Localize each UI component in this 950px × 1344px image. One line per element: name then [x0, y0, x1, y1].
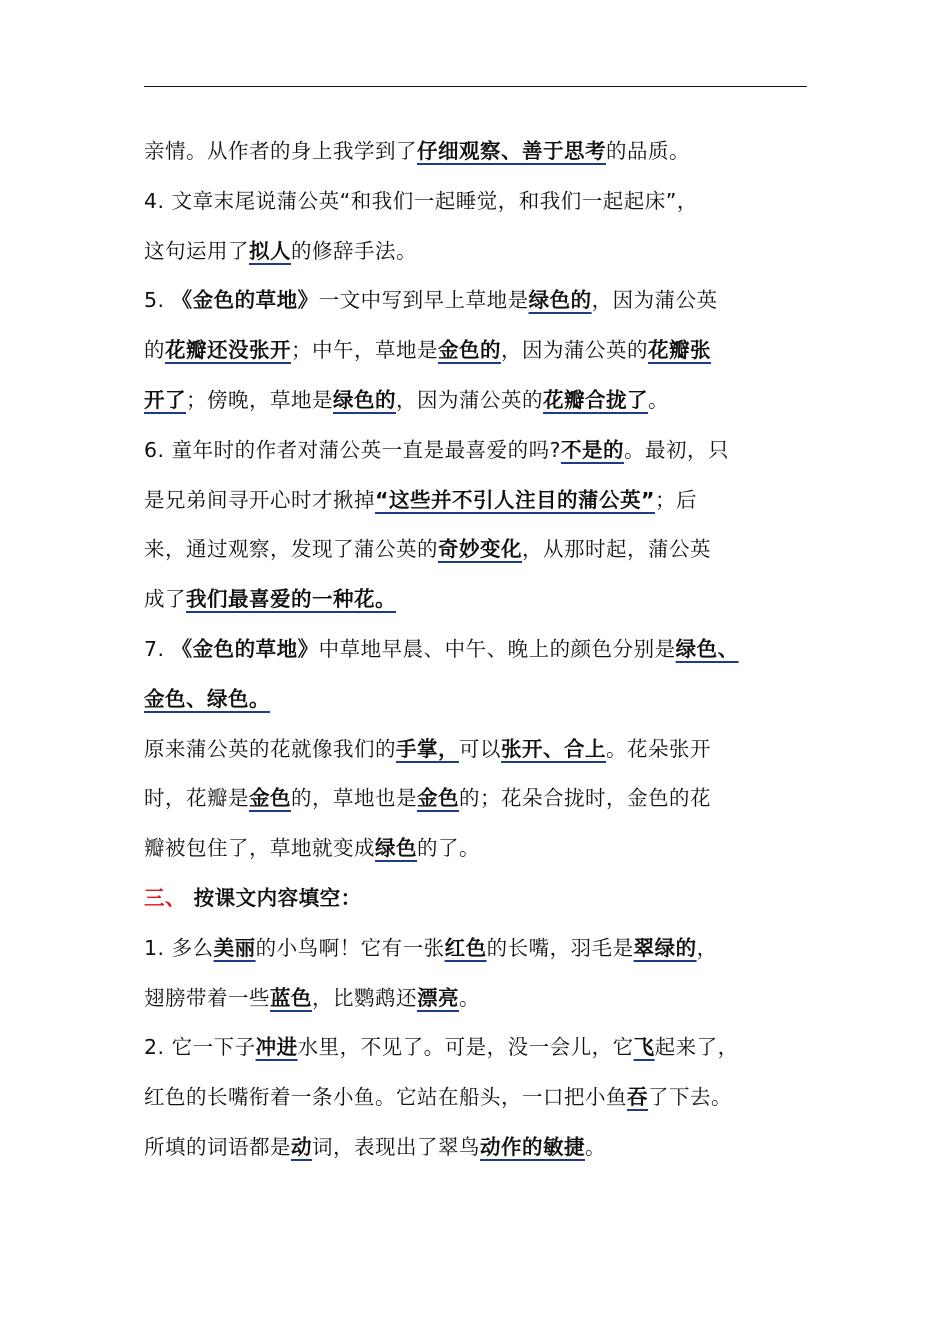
text-run: ，	[696, 935, 718, 960]
text-run: 这句运用了	[144, 238, 249, 263]
text-line	[144, 681, 270, 717]
answer-blank: 金色	[417, 786, 459, 811]
text-run: 亲情。从作者的身上我学到了	[144, 139, 417, 163]
text-run: 的修辞手法。	[291, 238, 417, 263]
answer-blank: 绿色的	[333, 388, 396, 412]
text-line	[144, 1079, 732, 1115]
text-run: 一文中写到早上草地是	[318, 288, 529, 313]
text-line	[144, 382, 669, 418]
text-line	[144, 482, 697, 518]
text-run: 的	[144, 338, 165, 363]
text-run: ，因为蒲公英的	[501, 338, 648, 363]
text-line	[144, 531, 711, 567]
text-run: 时，花瓣是	[144, 786, 249, 811]
answer-blank: 金色的	[438, 338, 501, 363]
text-line	[144, 282, 718, 318]
text-run: 7.	[144, 637, 172, 661]
answer-blank: 美丽	[213, 935, 256, 960]
text-line	[144, 332, 711, 368]
text-line	[144, 183, 698, 219]
text-run: 了下去。	[648, 1085, 732, 1110]
answer-blank: 动	[291, 1135, 312, 1159]
text-run: 的了。	[417, 836, 480, 861]
text-line	[144, 133, 690, 169]
text-run: ；后	[654, 487, 697, 512]
answer-blank: 拟人	[249, 238, 291, 263]
text-run: 的，草地也是	[291, 786, 417, 811]
bold-title: 《金色的草地》	[171, 288, 319, 313]
text-line	[144, 631, 739, 667]
text-run: 可以	[459, 736, 501, 761]
answer-blank: 不是的	[560, 437, 624, 462]
text-run: 词，表现出了翠鸟	[312, 1135, 480, 1159]
text-run: 是兄弟间寻开心时才揪掉	[144, 487, 375, 512]
text-run: 翅膀带着一些	[144, 985, 270, 1010]
text-line	[144, 930, 718, 966]
answer-blank: 奇妙变化	[438, 537, 522, 562]
answer-blank: 花瓣张	[648, 338, 711, 363]
text-line	[144, 980, 480, 1016]
answer-blank: 漂亮	[417, 985, 459, 1010]
text-run: 。	[459, 985, 480, 1010]
answer-blank: 蓝色	[270, 985, 312, 1010]
text-run: 的小鸟啊！它有一张	[255, 935, 445, 960]
text-run: 4. 文章末尾说蒲公英“和我们一起睡觉，和我们一起起床”，	[144, 188, 698, 213]
section-number: 三、	[144, 886, 186, 910]
text-run: 。最初，只	[623, 437, 729, 462]
text-line	[144, 432, 729, 468]
text-run: 的长嘴，羽毛是	[486, 935, 634, 960]
bold-title: 《金色的草地》	[171, 637, 319, 661]
text-line	[144, 1129, 606, 1165]
text-line	[144, 830, 480, 866]
answer-blank: 绿色的	[528, 288, 592, 313]
answer-blank: 金色、绿色。	[144, 686, 270, 711]
answer-blank: 仔细观察、善于思考	[417, 139, 606, 163]
text-line	[144, 581, 396, 617]
answer-blank: 绿色	[375, 836, 417, 861]
text-run: 起来了，	[654, 1035, 739, 1060]
answer-blank: 冲进	[255, 1035, 298, 1060]
text-line	[144, 233, 417, 269]
text-run: ，比鹦鹉还	[312, 985, 417, 1010]
answer-blank: “这些并不引人注目的蒲公英”	[375, 487, 655, 512]
text-run: 水里，不见了。可是，没一会儿，它	[297, 1035, 634, 1060]
text-run: ；中午，草地是	[291, 338, 438, 363]
answer-blank: 手掌，	[396, 736, 459, 761]
answer-blank: 开了	[144, 388, 186, 412]
text-run: 所填的词语都是	[144, 1135, 291, 1159]
text-run: 的品质。	[606, 139, 690, 163]
header-rule	[144, 86, 807, 87]
text-run: 5.	[144, 288, 172, 313]
answer-blank: 金色	[249, 786, 291, 811]
text-run: 6. 童年时的作者对蒲公英一直是最喜爱的吗?	[144, 437, 561, 462]
text-run: 1. 多么	[144, 935, 214, 960]
text-run: ；傍晚，草地是	[186, 388, 333, 412]
answer-blank: 绿色、	[675, 637, 739, 661]
bold-title: 按课文内容填空：	[186, 886, 362, 910]
answer-blank: 花瓣合拢了	[543, 388, 648, 412]
answer-blank: 花瓣还没张开	[165, 338, 291, 363]
answer-blank: 我们最喜爱的一种花。	[186, 587, 396, 612]
answer-blank: 动作的敏捷	[480, 1135, 585, 1159]
text-line	[144, 780, 711, 816]
text-line	[144, 880, 362, 916]
text-run: ，从那时起，蒲公英	[522, 537, 711, 562]
answer-blank: 红色	[444, 935, 487, 960]
text-run: 原来蒲公英的花就像我们的	[144, 736, 396, 761]
text-run: 成了	[144, 587, 186, 612]
text-line	[144, 731, 711, 767]
answer-blank: 翠绿的	[633, 935, 697, 960]
text-run: 来，通过观察，发现了蒲公英的	[144, 537, 438, 562]
text-run: 瓣被包住了，草地就变成	[144, 836, 375, 861]
text-run: 的；花朵合拢时，金色的花	[459, 786, 711, 811]
answer-blank: 张开、合上	[501, 736, 606, 761]
text-run: 中草地早晨、中午、晚上的颜色分别是	[318, 637, 676, 661]
text-line	[144, 1029, 739, 1065]
text-run: ，因为蒲公英的	[396, 388, 543, 412]
text-run: 。	[585, 1135, 606, 1159]
answer-blank: 飞	[633, 1035, 655, 1060]
answer-blank: 吞	[627, 1085, 648, 1110]
text-run: ，因为蒲公英	[591, 288, 718, 313]
text-run: 。花朵张开	[606, 736, 711, 761]
text-run: 2. 它一下子	[144, 1035, 256, 1060]
text-run: 。	[648, 388, 669, 412]
text-run: 红色的长嘴衔着一条小鱼。它站在船头，一口把小鱼	[144, 1085, 627, 1110]
